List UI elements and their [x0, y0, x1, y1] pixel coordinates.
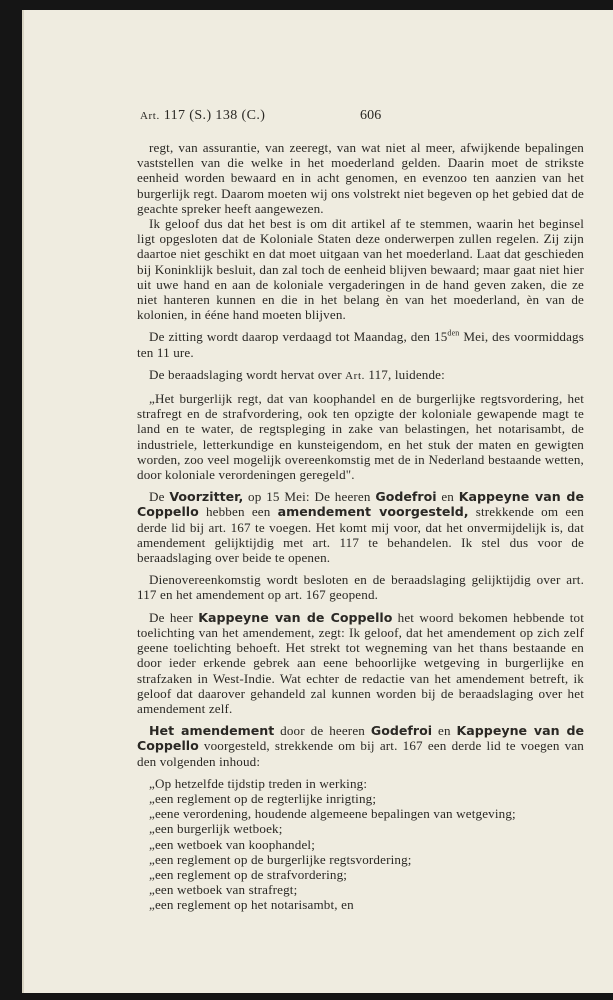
paragraph-1: regt, van assurantie, van zeeregt, van wat niet al meer, afwijkende bepalingen vaststellen van die welke in het moederland gelden. Daarin moet de strikste eenheid worden bewaard en in acht genomen, en evenzoo ten aanzien van het burgerlijk regt. Daarom moeten wij ons volstrekt niet begeven op het gebied dat de geachte spreker heeft aangewezen.	[137, 140, 584, 216]
paragraph-2: Ik geloof dus dat het best is om dit artikel af te stemmen, waarin het beginsel ligt opgesloten dat de Koloniale Staten deze onderwerpen zullen regelen. Zij zijn daartoe niet geschikt en dat moet uitgaan van het moederland. Laat dat geschieden bij Koninklijk besluit, dan zal toch de eenheid blijven bewaard; maar gaat niet hier uit uwe hand en aan de koloniale vergaderingen in de hand geven zaken, die ze niet hanteren kunnen en die in het belang èn van het moederland, èn van de kolonien, in ééne hand moeten blijven.	[137, 216, 584, 323]
list-item: „een reglement op de strafvordering;	[149, 866, 348, 882]
paragraph-3: De zitting wordt daarop verdaagd tot Maandag, den $15^{den}$ Mei, des voormiddags ten 11 ure.	[137, 329, 584, 360]
page-text	[137, 104, 584, 913]
paragraph-7: Dienovereenkomstig wordt besloten en de beraadslaging gelijktijdig over art. 117 en het amendement op art. 167 geopend.	[137, 572, 584, 603]
paragraph-8: De heer Kappeyne van de Coppello het woord bekomen hebbende tot toelichting van het amendement, zegt: Ik geloof, dat het amendement op zich zelf geene toelichting behoeft. Het strekt tot wegneming van het thans bestaande en door ieder erkende gebrek aan eene behoorlijke wetgeving in burgerlijke en strafzaken in West-Indie. Wat echter de redactie van het amendement betreft, ik geloof dat daarover gehandeld zal kunnen worden bij de beraadslaging over het amendement zelf.	[137, 609, 584, 716]
list-item: „een reglement op de burgerlijke regtsvordering;	[149, 851, 412, 867]
list-item: „eene verordening, houdende algemeene bepalingen van wetgeving;	[149, 806, 516, 822]
paragraph-5-quoted-article: „Het burgerlijk regt, dat van koophandel en de burgerlijke regtsvordering, het strafregt en de strafvordering, ook ten opzigte der koloniale gewapende magt te land en te water, de regtspleging in zake van belastingen, het notarisambt, de industriele, letterkundige en kunsteigendom, en het stuk der maten en gewigten worden, zoo veel mogelijk overeenkomstig met de in Nederland bestaande wetten, door koloniale verordeningen geregeld".	[137, 391, 584, 483]
paragraph-4: De beraadslaging wordt hervat over Art. 117, luidende:	[149, 366, 445, 382]
list-item: „een wetboek van strafregt;	[149, 882, 298, 898]
amendment-list	[137, 776, 584, 913]
document-page	[22, 10, 613, 993]
paragraph-9: Het amendement door de heeren Godefroi en Kappeyne van de Coppello voorgesteld, strekkende om bij art. 167 een derde lid te voegen van den volgenden inhoud:	[137, 723, 584, 769]
list-item: „Op hetzelfde tijdstip treden in werking:	[149, 775, 368, 791]
paragraph-6: De Voorzitter, op 15 Mei: De heeren Godefroi en Kappeyne van de Coppello hebben een amendement voorgesteld, strekkende om een derde lid bij art. 167 te voegen. Het komt mij voor, dat het onvermijdelijk is, dat amendement gelijktijdig met art. 117 te behandelen. Ik stel dus voor de beraadslaging over beide te openen.	[137, 489, 584, 566]
header-article-reference: Art. 117 (S.) 138 (C.)	[140, 108, 266, 123]
page-number: 606	[360, 108, 382, 123]
list-item: „een burgerlijk wetboek;	[149, 821, 283, 837]
list-item: „een reglement op het notarisambt, en	[149, 897, 354, 913]
list-item: „een reglement op de regterlijke inrigting;	[149, 790, 377, 806]
running-header	[137, 108, 584, 128]
list-item: „een wetboek van koophandel;	[149, 836, 315, 852]
